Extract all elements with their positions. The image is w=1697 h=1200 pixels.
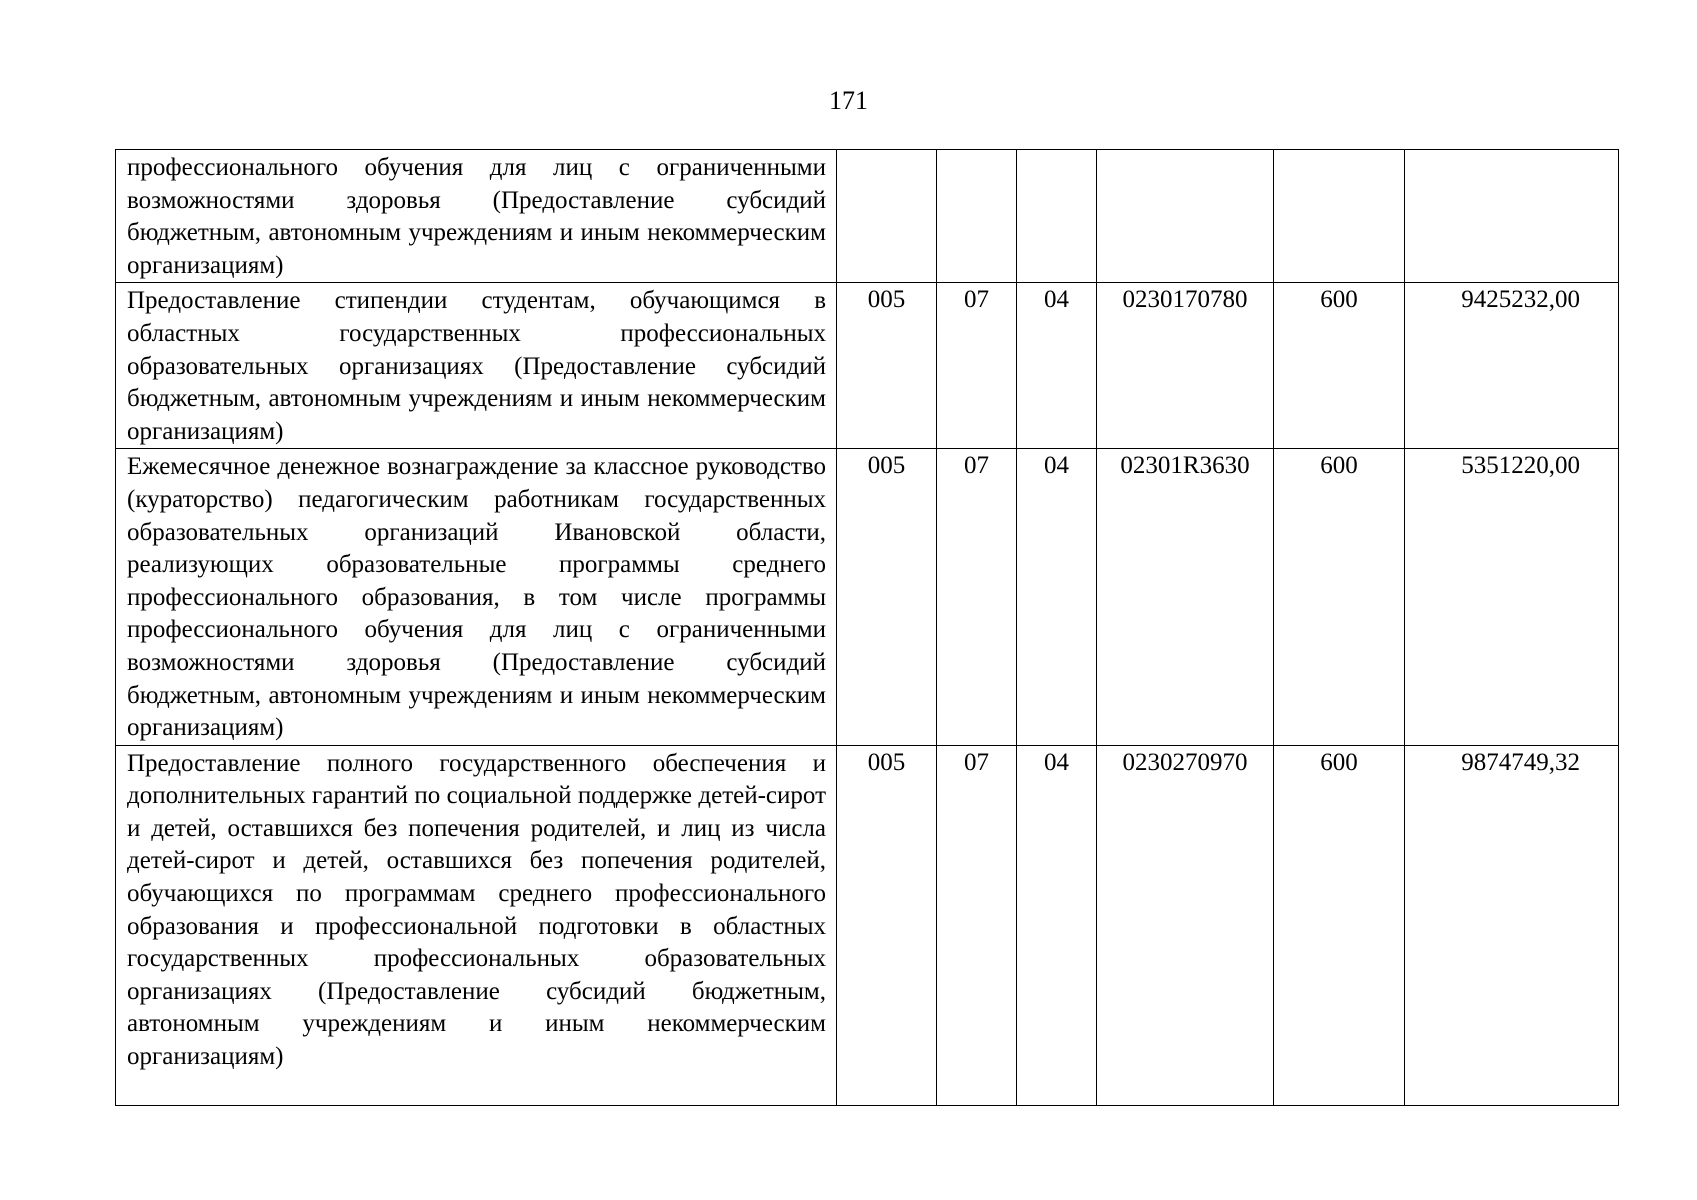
amount: 9425232,00 xyxy=(1405,283,1619,449)
section-code: 07 xyxy=(937,745,1017,1105)
expense-type-code xyxy=(1274,150,1405,283)
section-code: 07 xyxy=(937,449,1017,745)
subsection-code: 04 xyxy=(1017,745,1097,1105)
expense-type-code: 600 xyxy=(1274,449,1405,745)
table-row xyxy=(116,283,1619,449)
amount xyxy=(1405,150,1619,283)
table-row xyxy=(116,449,1619,745)
expense-description: Предоставление полного государственного обеспечения и дополнительных гарантий по социальной поддержке детей-сирот и детей, оставшихся без попечения родителей, и лиц из числа детей-сирот и детей, оставшихся без попечения родителей, обучающихся по программам среднего профессионального образования и профессиональной подготовки в областных государственных профессиональных образовательных организациях (Предоставление субсидий бюджетным, автономным учреждениям и иным некоммерческим организациям) xyxy=(116,745,837,1105)
expense-description: Ежемесячное денежное вознаграждение за классное руководство (кураторство) педагогическим работникам государственных образовательных организаций Ивановской области, реализующих образовательные программы среднего профессионального образования, в том числе программы профессионального обучения для лиц с ограниченными возможностями здоровья (Предоставление субсидий бюджетным, автономным учреждениям и иным некоммерческим организациям) xyxy=(116,449,837,745)
subsection-code xyxy=(1017,150,1097,283)
expense-description: профессионального обучения для лиц с ограниченными возможностями здоровья (Предоставление субсидий бюджетным, автономным учреждениям и иным некоммерческим организациям) xyxy=(116,150,837,283)
target-article-code: 0230170780 xyxy=(1097,283,1274,449)
expense-type-code: 600 xyxy=(1274,745,1405,1105)
target-article-code xyxy=(1097,150,1274,283)
expense-description: Предоставление стипендии студентам, обучающимся в областных государственных профессиональных образовательных организациях (Предоставление субсидий бюджетным, автономным учреждениям и иным некоммерческим организациям) xyxy=(116,283,837,449)
target-article-code: 02301R3630 xyxy=(1097,449,1274,745)
section-code: 07 xyxy=(937,283,1017,449)
table-row xyxy=(116,150,1619,283)
budget-table xyxy=(115,149,1619,1106)
expense-type-code: 600 xyxy=(1274,283,1405,449)
page-number: 171 xyxy=(829,86,868,115)
table-row xyxy=(116,745,1619,1105)
subsection-code: 04 xyxy=(1017,283,1097,449)
ministry-code xyxy=(837,150,937,283)
ministry-code: 005 xyxy=(837,449,937,745)
section-code xyxy=(937,150,1017,283)
amount: 9874749,32 xyxy=(1405,745,1619,1105)
ministry-code: 005 xyxy=(837,745,937,1105)
target-article-code: 0230270970 xyxy=(1097,745,1274,1105)
ministry-code: 005 xyxy=(837,283,937,449)
amount: 5351220,00 xyxy=(1405,449,1619,745)
subsection-code: 04 xyxy=(1017,449,1097,745)
